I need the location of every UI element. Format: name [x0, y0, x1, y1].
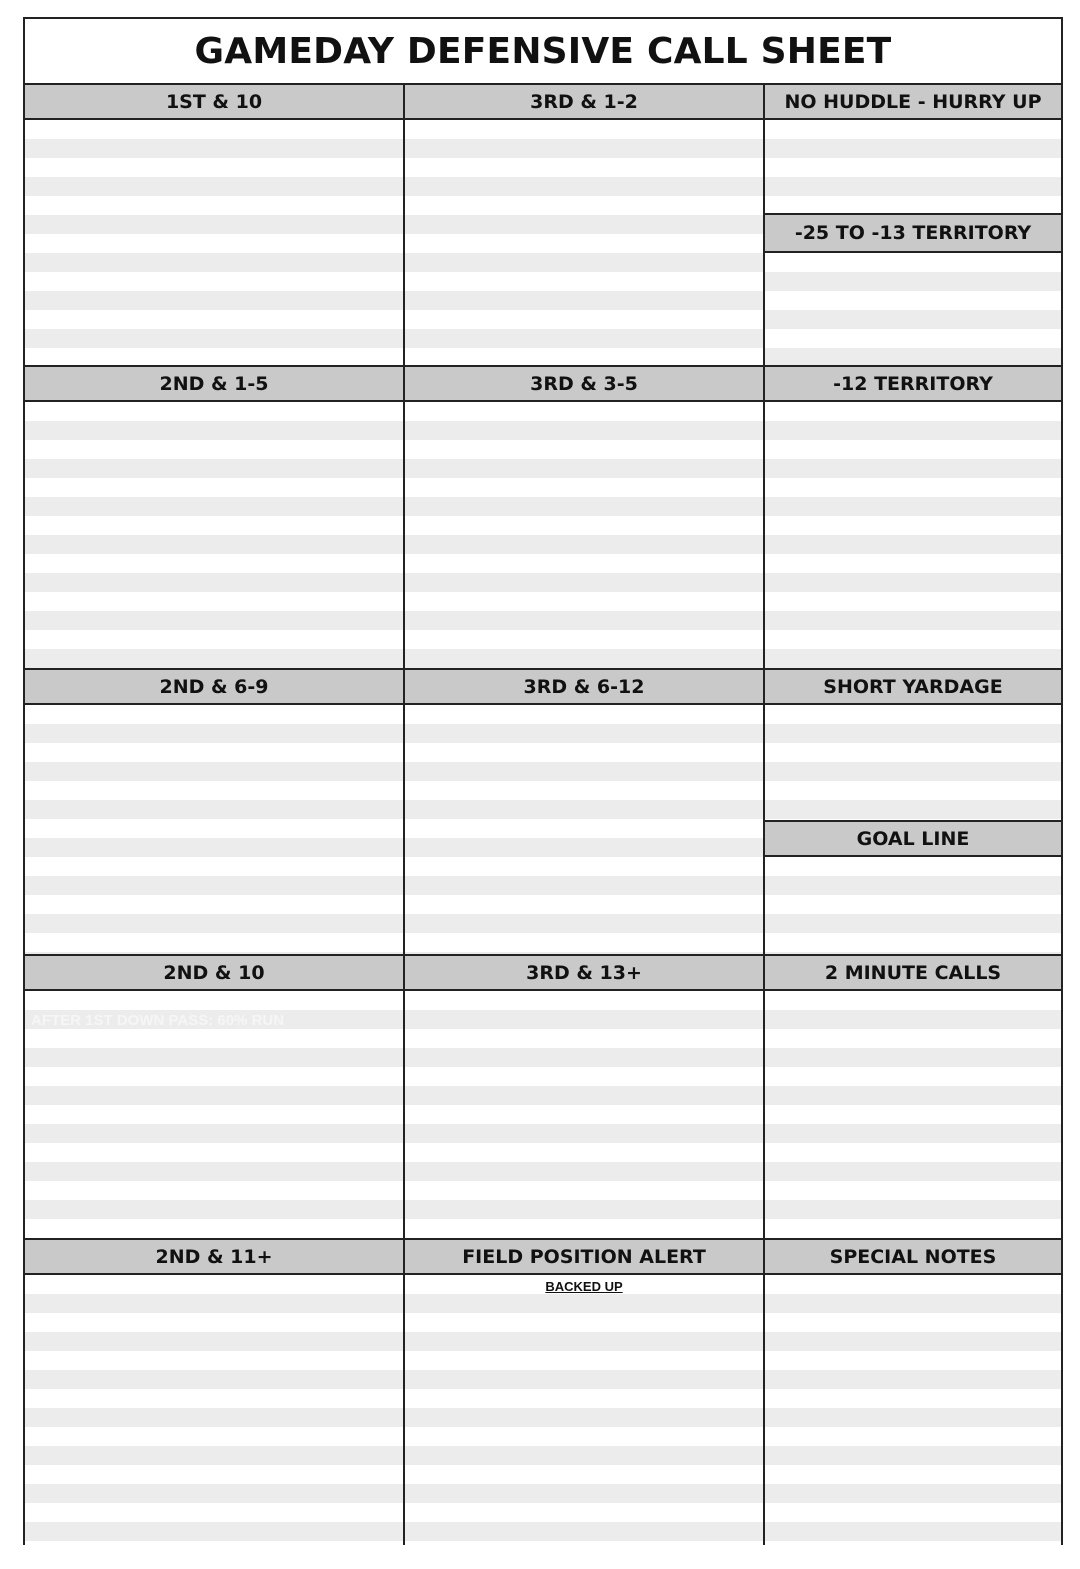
section-header: 2ND & 6-9 — [25, 668, 403, 705]
note-lines[interactable] — [25, 705, 403, 954]
column-divider — [403, 85, 405, 1545]
note-lines[interactable] — [765, 253, 1061, 367]
section-field-position-alert — [405, 1238, 763, 1545]
section-short-yardage — [765, 668, 1061, 822]
note-lines[interactable] — [765, 857, 1061, 956]
sheet-title: GAMEDAY DEFENSIVE CALL SHEET — [25, 19, 1061, 85]
note-lines[interactable] — [765, 991, 1061, 1238]
section-header: GOAL LINE — [765, 820, 1061, 857]
section-header: 2ND & 1-5 — [25, 365, 403, 402]
section-header: SHORT YARDAGE — [765, 668, 1061, 705]
faint-note: AFTER 1ST DOWN PASS: 60% RUN — [31, 1012, 285, 1029]
section-3rd-1-2 — [405, 83, 763, 367]
note-lines[interactable] — [405, 120, 763, 367]
note-lines[interactable] — [25, 402, 403, 668]
section-goal-line — [765, 820, 1061, 956]
note-lines[interactable] — [765, 120, 1061, 215]
section-25-13-territory — [765, 213, 1061, 367]
section-2nd-11-plus — [25, 1238, 403, 1545]
section-header: 3RD & 1-2 — [405, 83, 763, 120]
section-header: FIELD POSITION ALERT — [405, 1238, 763, 1275]
section-header: 2ND & 10 — [25, 954, 403, 991]
section-2nd-10 — [25, 954, 403, 1240]
note-lines[interactable] — [765, 402, 1061, 668]
note-lines[interactable] — [405, 1275, 763, 1545]
section-header: 3RD & 3-5 — [405, 365, 763, 402]
note-lines[interactable] — [25, 120, 403, 367]
section-header: SPECIAL NOTES — [765, 1238, 1061, 1275]
section-header: 2 MINUTE CALLS — [765, 954, 1061, 991]
note-lines[interactable] — [765, 1275, 1061, 1545]
column-divider — [763, 85, 765, 1545]
section-no-huddle — [765, 83, 1061, 215]
backed-up-label: BACKED UP — [545, 1279, 623, 1294]
section-3rd-6-12 — [405, 668, 763, 956]
section-header: -12 TERRITORY — [765, 365, 1061, 402]
section-3rd-13-plus — [405, 954, 763, 1240]
section-header: NO HUDDLE - HURRY UP — [765, 83, 1061, 120]
section-header: 3RD & 13+ — [405, 954, 763, 991]
section-header: 2ND & 11+ — [25, 1238, 403, 1275]
note-lines[interactable] — [405, 402, 763, 668]
section-3rd-3-5 — [405, 365, 763, 670]
call-sheet — [23, 17, 1063, 1545]
section-2nd-1-5 — [25, 365, 403, 670]
section-header: -25 TO -13 TERRITORY — [765, 213, 1061, 253]
section-header: 1ST & 10 — [25, 83, 403, 120]
section-2-minute-calls — [765, 954, 1061, 1240]
note-lines[interactable] — [25, 1275, 403, 1545]
section-12-territory — [765, 365, 1061, 670]
section-special-notes — [765, 1238, 1061, 1545]
note-lines[interactable] — [765, 705, 1061, 822]
note-lines[interactable] — [405, 991, 763, 1238]
section-header: 3RD & 6-12 — [405, 668, 763, 705]
note-lines[interactable] — [405, 705, 763, 954]
section-2nd-6-9 — [25, 668, 403, 956]
section-1st-10 — [25, 83, 403, 367]
